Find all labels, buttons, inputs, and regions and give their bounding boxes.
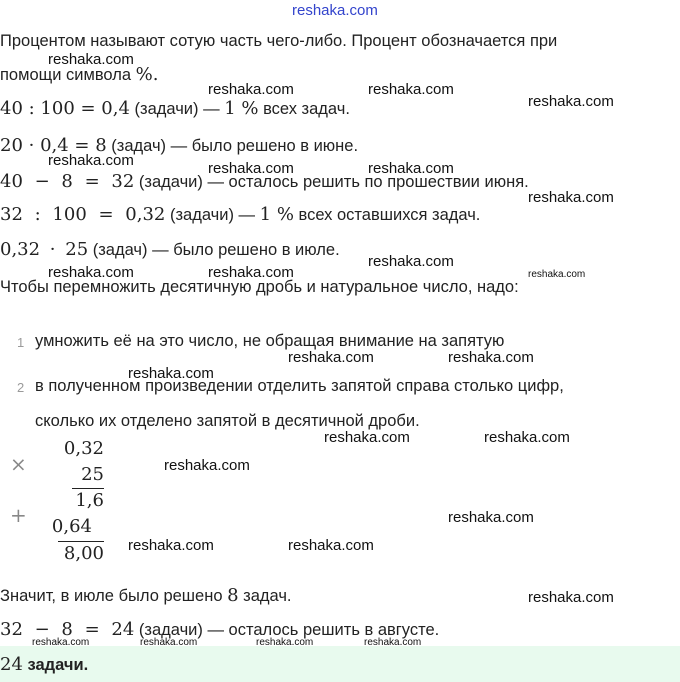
calc-partial-2: 0,64 bbox=[51, 516, 92, 537]
step-1-math2: 1 % bbox=[224, 98, 259, 119]
final-step-math: 32 − 8 = 24 bbox=[0, 619, 135, 640]
watermark: reshaka.com bbox=[528, 269, 586, 280]
conclusion bbox=[0, 586, 292, 606]
watermark: reshaka.com bbox=[48, 152, 134, 169]
watermark-top: reshaka.com bbox=[292, 2, 378, 19]
step-4 bbox=[0, 205, 480, 225]
watermark: reshaka.com bbox=[128, 365, 214, 382]
watermark: reshaka.com bbox=[484, 429, 570, 446]
watermark: reshaka.com bbox=[208, 160, 294, 177]
rule-item-2-text-cont: сколько их отделено запятой в десятичной дроби. bbox=[35, 412, 420, 430]
rule-item-2-number: 2 bbox=[17, 380, 25, 395]
step-1-text: (задачи) — bbox=[134, 100, 220, 118]
answer bbox=[0, 655, 88, 675]
watermark: reshaka.com bbox=[528, 93, 614, 110]
answer-text: задачи. bbox=[27, 656, 89, 674]
watermark: reshaka.com bbox=[256, 637, 314, 648]
intro-line-2 bbox=[0, 65, 158, 85]
watermark: reshaka.com bbox=[448, 349, 534, 366]
watermark: reshaka.com bbox=[324, 429, 410, 446]
step-5-text: (задач) — было решено в июле. bbox=[92, 241, 340, 259]
step-4-text: (задачи) — bbox=[169, 206, 256, 224]
step-3-text: (задачи) — осталось решить по прошествии июня. bbox=[138, 173, 529, 191]
step-5 bbox=[0, 240, 340, 260]
step-2-text: (задач) — было решено в июне. bbox=[111, 137, 359, 155]
watermark: reshaka.com bbox=[448, 509, 534, 526]
calc-multiplicand: 0,32 bbox=[63, 438, 104, 459]
watermark: reshaka.com bbox=[32, 637, 90, 648]
watermark: reshaka.com bbox=[288, 537, 374, 554]
rule-item-1-number: 1 bbox=[17, 335, 25, 350]
calc-multiplier: 25 bbox=[81, 464, 104, 485]
step-1-math: 40 : 100 = 0,4 bbox=[0, 98, 130, 119]
percent-symbol: %. bbox=[135, 64, 159, 85]
watermark: reshaka.com bbox=[128, 537, 214, 554]
conclusion-math: 8 bbox=[227, 585, 239, 606]
watermark: reshaka.com bbox=[368, 253, 454, 270]
conclusion-text-2: задач. bbox=[243, 587, 292, 605]
intro-line-2-text: помощи символа bbox=[0, 66, 132, 84]
watermark: reshaka.com bbox=[368, 160, 454, 177]
calc-result: 8,00 bbox=[63, 543, 104, 564]
step-5-math: 0,32 · 25 bbox=[0, 239, 89, 260]
answer-bar bbox=[0, 646, 680, 682]
step-1-text2: всех задач. bbox=[263, 100, 350, 118]
watermark: reshaka.com bbox=[208, 264, 294, 281]
watermark: reshaka.com bbox=[364, 637, 422, 648]
watermark: reshaka.com bbox=[48, 51, 134, 68]
rule-title: Чтобы перемножить десятичную дробь и натуральное число, надо: bbox=[0, 278, 519, 296]
step-1 bbox=[0, 99, 350, 119]
step-4-text2: всех оставшихся задач. bbox=[298, 206, 481, 224]
watermark: reshaka.com bbox=[164, 457, 250, 474]
step-2-math: 20 · 0,4 = 8 bbox=[0, 135, 107, 156]
watermark: reshaka.com bbox=[140, 637, 198, 648]
watermark: reshaka.com bbox=[528, 589, 614, 606]
rule-item-1-text: умножить её на это число, не обращая внимание на запятую bbox=[35, 332, 505, 350]
conclusion-text-1: Значит, в июле было решено bbox=[0, 587, 223, 605]
step-3-math: 40 − 8 = 32 bbox=[0, 171, 135, 192]
calc-line-2 bbox=[58, 541, 104, 542]
watermark: reshaka.com bbox=[208, 81, 294, 98]
final-step-text: (задачи) — осталось решить в августе. bbox=[138, 621, 440, 639]
multiply-sign: × bbox=[10, 452, 27, 476]
watermark: reshaka.com bbox=[48, 264, 134, 281]
intro-line-1: Процентом называют сотую часть чего-либо. Процент обозначается при bbox=[0, 32, 558, 50]
calc-line-1 bbox=[72, 488, 104, 489]
watermark: reshaka.com bbox=[288, 349, 374, 366]
answer-math: 24 bbox=[0, 654, 23, 675]
watermark: reshaka.com bbox=[528, 189, 614, 206]
calc-partial-1: 1,6 bbox=[75, 490, 104, 511]
step-4-math2: 1 % bbox=[259, 204, 294, 225]
watermark: reshaka.com bbox=[368, 81, 454, 98]
plus-sign: + bbox=[10, 503, 27, 527]
rule-item-2-text: в полученном произведении отделить запятой справа столько цифр, bbox=[35, 377, 564, 395]
step-4-math: 32 : 100 = 0,32 bbox=[0, 204, 166, 225]
